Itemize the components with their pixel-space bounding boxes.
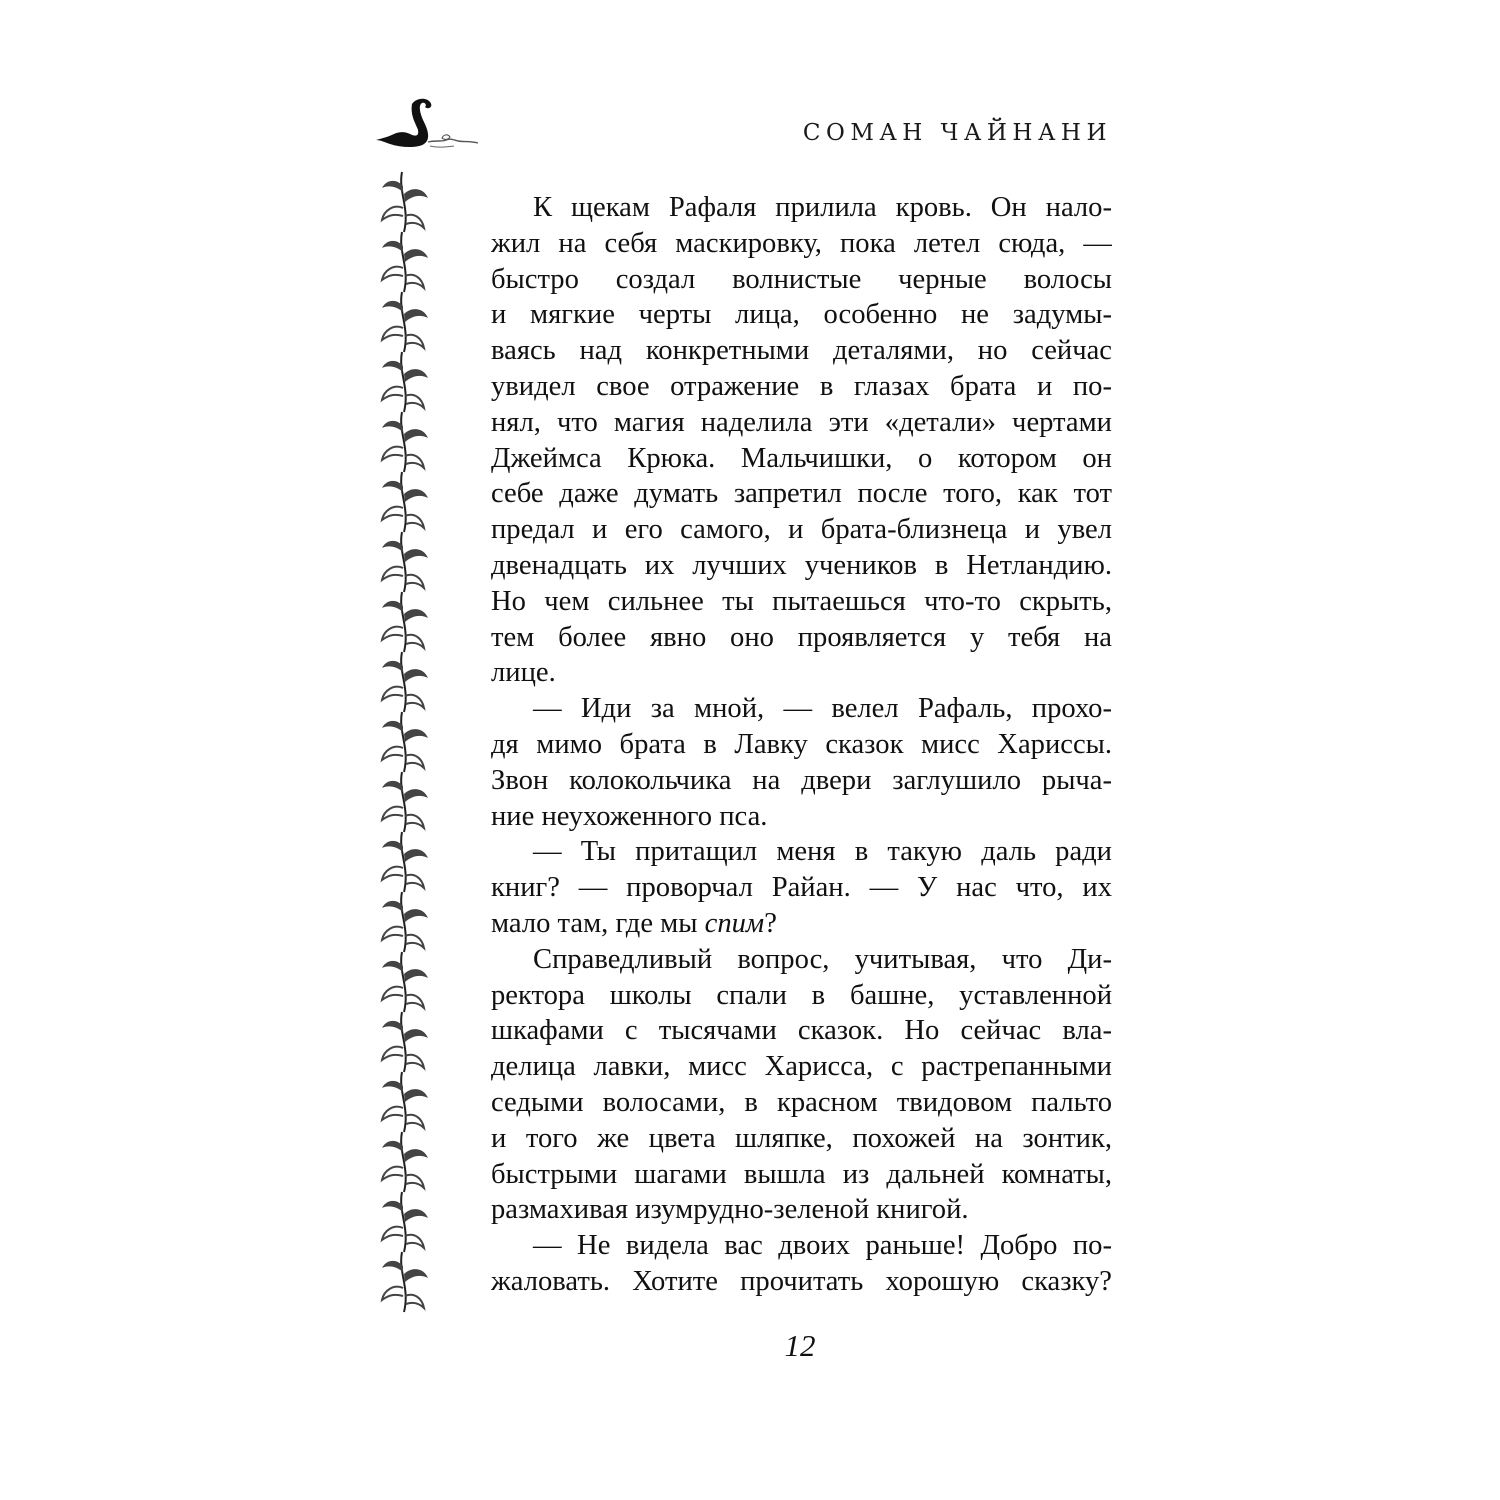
vine-segment <box>382 592 428 652</box>
text-line: Но чем сильнее ты пытаешься что-то скрыть, <box>491 585 1112 617</box>
text-line: Справедливый вопрос, учитывая, что Ди- <box>533 943 1112 975</box>
text-line: ваясь над конкретными деталями, но сейчас <box>491 335 1112 367</box>
text-line: тем более явно оно проявляется у тебя на <box>491 621 1112 653</box>
vine-segment <box>382 472 428 532</box>
text-line: жил на себя маскировку, пока летел сюда, — <box>491 227 1112 259</box>
text-line: — Иди за мной, — велел Рафаль, прохо- <box>533 693 1112 725</box>
vine-segment <box>382 1132 428 1192</box>
text-line: дя мимо брата в Лавку сказок мисс Хариссы. <box>491 728 1112 760</box>
running-head: СОМАН ЧАЙНАНИ <box>802 120 1112 146</box>
text-line: книг? — проворчал Райан. — У нас что, их <box>491 872 1112 904</box>
vine-segment <box>382 832 428 892</box>
text-line: Джеймса Крюка. Мальчишки, о котором он <box>491 442 1112 474</box>
text-line: быстро создал волнистые черные волосы <box>491 263 1112 295</box>
swan-icon <box>372 96 482 160</box>
text-line <box>491 906 1112 942</box>
vine-segment <box>382 652 428 712</box>
vine-segment <box>382 1252 428 1312</box>
text-line: лице. <box>491 657 556 689</box>
text-line: жаловать. Хотите прочитать хорошую сказку? <box>491 1265 1112 1297</box>
text-line: и того же цвета шляпке, похожей на зонтик, <box>491 1122 1112 1154</box>
text-line: нял, что магия наделила эти «детали» чертами <box>491 406 1112 438</box>
vine-segment <box>382 952 428 1012</box>
vine-segment <box>382 1012 428 1072</box>
text-line: ние неухоженного пса. <box>491 800 768 832</box>
text-line: размахивая изумрудно-зеленой книгой. <box>491 1194 969 1226</box>
vine-segment <box>382 712 428 772</box>
text-run: мало там, где мы <box>491 907 705 939</box>
text-line: ректора школы спали в башне, уставленной <box>491 979 1112 1011</box>
text-line: увидел свое отражение в глазах брата и по- <box>491 370 1112 402</box>
text-line: себе даже думать запретил после того, как тот <box>491 478 1112 510</box>
text-run: ? <box>764 907 777 939</box>
text-line: — Ты притащил меня в такую даль ради <box>533 836 1112 868</box>
vine-segment <box>382 772 428 832</box>
text-line: быстрыми шагами вышла из дальней комнаты, <box>491 1158 1112 1190</box>
vine-segment <box>382 292 428 352</box>
text-line: шкафами с тысячами сказок. Но сейчас вла- <box>491 1015 1112 1047</box>
text-line: К щекам Рафаля прилила кровь. Он нало- <box>533 192 1112 223</box>
text-line: двенадцать их лучших учеников в Нетландию. <box>491 549 1112 581</box>
vine-segment <box>382 892 428 952</box>
text-line: предал и его самого, и брата-близнеца и увел <box>491 514 1112 546</box>
italic-word: спим <box>704 907 765 939</box>
vine-segment <box>382 352 428 412</box>
text-line: Звон колокольчика на двери заглушило рыча- <box>491 764 1112 796</box>
page-number: 12 <box>784 1328 816 1363</box>
text-line: и мягкие черты лица, особенно не задумы- <box>491 299 1112 331</box>
vine-segment <box>382 412 428 472</box>
vine-segment <box>382 532 428 592</box>
vine-segment <box>382 1072 428 1132</box>
vine-segment <box>382 232 428 292</box>
text-line: делица лавки, мисс Харисса, с растрепанными <box>491 1051 1112 1083</box>
body-text <box>491 190 1112 1300</box>
vine-segment <box>382 172 428 232</box>
text-line: — Не видела вас двоих раньше! Добро по- <box>533 1230 1112 1262</box>
thorn-vine-border <box>372 168 436 1348</box>
vine-segment <box>382 1192 428 1252</box>
text-line: седыми волосами, в красном твидовом пальто <box>491 1086 1112 1118</box>
